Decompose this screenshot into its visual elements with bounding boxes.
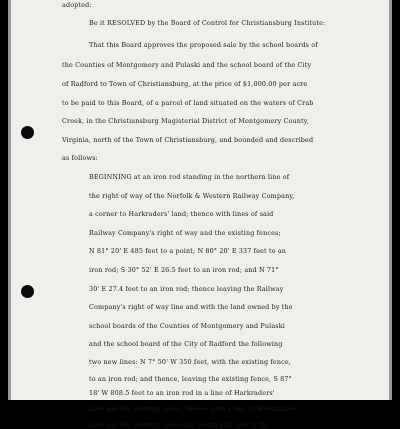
- text-line: iron rod; S 30° 52' E 26.5 feet to an iron rod; and N 71°: [89, 266, 279, 274]
- text-line: the right of way of the Norfolk & Western Railway Company,: [89, 192, 295, 200]
- text-line: land and the existing fence; thence with a line of Harkraders': [89, 405, 298, 413]
- text-line: of Radford to Town of Christiansburg, at the price of $1,000.00 per acre: [62, 80, 308, 88]
- text-line: to an iron rod; and thence, leaving the existing fence, S 87°: [89, 375, 292, 383]
- text-line: and the school board of the City of Radford the following: [89, 340, 283, 348]
- text-line: two new lines: N 7° 50' W 350 feet, with the existing fence,: [89, 358, 291, 366]
- text-line: Creek, in the Christiansburg Magisterial District of Montgomery County,: [62, 117, 309, 125]
- text-line: adopted:: [62, 1, 92, 9]
- text-line: Company's right of way line and with the land owned by the: [89, 303, 293, 311]
- text-line: Virginia, north of the Town of Christiansburg, and bounded and described: [62, 136, 314, 144]
- text-line: school boards of the Counties of Montgomery and Pulaski: [89, 322, 285, 330]
- document-page: [8, 0, 392, 429]
- text-line: the Counties of Montgomery and Pulaski and the school board of the City: [62, 61, 312, 69]
- text-line: as follows:: [62, 154, 98, 162]
- text-line: 30' E 27.4 feet to an iron rod; thence leaving the Railway: [89, 285, 284, 293]
- resolution-heading: Be it RESOLVED by the Board of Control for Christiansburg Institute:: [89, 19, 326, 27]
- text-line: Railway Company's right of way and the existing fences;: [89, 229, 281, 237]
- document-body: [8, 0, 392, 429]
- text-line: a corner to Harkraders' land; thence with lines of said: [89, 210, 274, 218]
- text-line: N 81° 20' E 485 feet to a point; N 80° 20' E 337 feet to an: [89, 247, 287, 255]
- text-line: to be paid to this Board, of a parcel of land situated on the waters of Crab: [62, 99, 314, 107]
- text-line: land and the existing fence due South 420 feet to the: [89, 421, 270, 429]
- text-line: BEGINNING at an iron rod standing in the northern line of: [89, 173, 290, 181]
- text-line: 18' W 808.5 feet to an iron rod in a line of Harkraders': [89, 389, 275, 397]
- text-line: That this Board approves the proposed sale by the school boards of: [89, 41, 318, 49]
